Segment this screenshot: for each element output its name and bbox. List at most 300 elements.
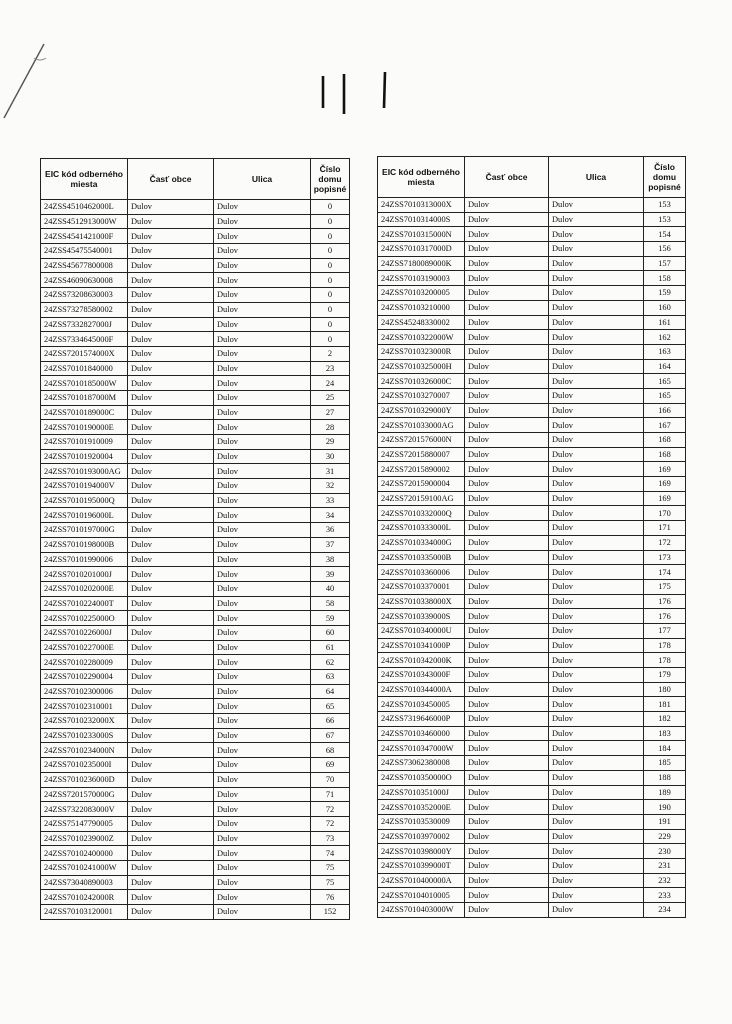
table-row xyxy=(41,200,350,215)
street-cell: Dulov xyxy=(549,256,644,271)
house-number-cell: 66 xyxy=(311,714,350,729)
eic-code-cell: 24ZSS7319646000P xyxy=(378,712,465,727)
street-cell: Dulov xyxy=(549,623,644,638)
part-cell: Dulov xyxy=(465,697,549,712)
house-number-cell: 70 xyxy=(311,772,350,787)
eic-code-cell: 24ZSS70101840000 xyxy=(41,361,128,376)
house-number-cell: 58 xyxy=(311,596,350,611)
eic-code-cell: 24ZSS7010347000W xyxy=(378,741,465,756)
part-cell: Dulov xyxy=(465,462,549,477)
part-cell: Dulov xyxy=(128,552,214,567)
eic-code-cell: 24ZSS7010227000E xyxy=(41,640,128,655)
part-cell: Dulov xyxy=(128,302,214,317)
part-cell: Dulov xyxy=(128,846,214,861)
table-row xyxy=(41,317,350,332)
table-row xyxy=(41,229,350,244)
table-row xyxy=(41,288,350,303)
house-number-cell: 180 xyxy=(644,682,686,697)
table-row xyxy=(41,581,350,596)
house-number-cell: 168 xyxy=(644,433,686,448)
table-row xyxy=(378,242,686,257)
table-row xyxy=(41,831,350,846)
table-row xyxy=(378,447,686,462)
house-number-cell: 38 xyxy=(311,552,350,567)
house-number-cell: 64 xyxy=(311,684,350,699)
eic-code-cell: 24ZSS7010187000M xyxy=(41,390,128,405)
part-cell: Dulov xyxy=(128,361,214,376)
part-cell: Dulov xyxy=(128,332,214,347)
part-cell: Dulov xyxy=(465,756,549,771)
street-cell: Dulov xyxy=(549,594,644,609)
house-number-cell: 153 xyxy=(644,212,686,227)
house-number-cell: 28 xyxy=(311,420,350,435)
street-cell: Dulov xyxy=(549,858,644,873)
eic-code-cell: 24ZSS7010189000C xyxy=(41,405,128,420)
part-cell: Dulov xyxy=(128,890,214,905)
street-cell: Dulov xyxy=(214,244,311,259)
table-row xyxy=(41,890,350,905)
part-cell: Dulov xyxy=(465,227,549,242)
house-number-cell: 0 xyxy=(311,288,350,303)
table-row xyxy=(378,374,686,389)
eic-code-cell: 24ZSS70103200005 xyxy=(378,286,465,301)
table-row xyxy=(378,403,686,418)
table-row xyxy=(41,214,350,229)
part-cell: Dulov xyxy=(465,858,549,873)
eic-code-cell: 24ZSS7201576000N xyxy=(378,433,465,448)
part-cell: Dulov xyxy=(465,668,549,683)
table-row xyxy=(41,376,350,391)
part-cell: Dulov xyxy=(465,726,549,741)
house-number-cell: 40 xyxy=(311,581,350,596)
eic-code-cell: 24ZSS70102300006 xyxy=(41,684,128,699)
eic-code-cell: 24ZSS7010315000N xyxy=(378,227,465,242)
table-row xyxy=(378,565,686,580)
part-cell: Dulov xyxy=(465,315,549,330)
part-cell: Dulov xyxy=(465,565,549,580)
part-cell: Dulov xyxy=(128,346,214,361)
street-cell: Dulov xyxy=(214,464,311,479)
table-row xyxy=(41,875,350,890)
eic-code-cell: 24ZSS7334645000F xyxy=(41,332,128,347)
house-number-cell: 234 xyxy=(644,903,686,918)
eic-code-cell: 24ZSS7010350000O xyxy=(378,770,465,785)
street-cell: Dulov xyxy=(549,741,644,756)
table-row xyxy=(41,464,350,479)
part-cell: Dulov xyxy=(128,684,214,699)
table-row xyxy=(378,609,686,624)
street-cell: Dulov xyxy=(549,198,644,213)
part-cell: Dulov xyxy=(465,800,549,815)
table-row xyxy=(378,726,686,741)
eic-code-cell: 24ZSS7010352000E xyxy=(378,800,465,815)
eic-code-cell: 24ZSS7322083000V xyxy=(41,802,128,817)
street-cell: Dulov xyxy=(549,330,644,345)
table-row xyxy=(41,684,350,699)
part-cell: Dulov xyxy=(128,420,214,435)
col-number-header: Číslo domu popisné xyxy=(311,159,350,200)
part-cell: Dulov xyxy=(465,873,549,888)
part-cell: Dulov xyxy=(465,903,549,918)
eic-code-cell: 24ZSS70104010005 xyxy=(378,888,465,903)
house-number-cell: 171 xyxy=(644,521,686,536)
part-cell: Dulov xyxy=(128,508,214,523)
eic-code-cell: 24ZSS70103970002 xyxy=(378,829,465,844)
part-cell: Dulov xyxy=(128,699,214,714)
street-cell: Dulov xyxy=(214,860,311,875)
house-number-cell: 229 xyxy=(644,829,686,844)
table-row xyxy=(378,741,686,756)
street-cell: Dulov xyxy=(214,831,311,846)
table-row xyxy=(41,611,350,626)
eic-code-cell: 24ZSS70103190003 xyxy=(378,271,465,286)
house-number-cell: 67 xyxy=(311,728,350,743)
eic-code-cell: 24ZSS70101910009 xyxy=(41,435,128,450)
part-cell: Dulov xyxy=(465,344,549,359)
house-number-cell: 33 xyxy=(311,493,350,508)
table-row xyxy=(41,699,350,714)
street-cell: Dulov xyxy=(214,288,311,303)
eic-code-cell: 24ZSS73278580002 xyxy=(41,302,128,317)
street-cell: Dulov xyxy=(214,229,311,244)
house-number-cell: 23 xyxy=(311,361,350,376)
eic-code-cell: 24ZSS7010232000X xyxy=(41,714,128,729)
table-row xyxy=(41,449,350,464)
street-cell: Dulov xyxy=(549,271,644,286)
part-cell: Dulov xyxy=(128,464,214,479)
eic-code-cell: 24ZSS73062380008 xyxy=(378,756,465,771)
house-number-cell: 185 xyxy=(644,756,686,771)
part-cell: Dulov xyxy=(128,288,214,303)
house-number-cell: 72 xyxy=(311,816,350,831)
street-cell: Dulov xyxy=(214,875,311,890)
street-cell: Dulov xyxy=(214,816,311,831)
eic-code-cell: 24ZSS7010226000J xyxy=(41,625,128,640)
street-cell: Dulov xyxy=(214,420,311,435)
eic-code-cell: 24ZSS7010198000B xyxy=(41,537,128,552)
house-number-cell: 72 xyxy=(311,802,350,817)
table-row xyxy=(378,227,686,242)
street-cell: Dulov xyxy=(549,638,644,653)
part-cell: Dulov xyxy=(465,212,549,227)
street-cell: Dulov xyxy=(549,491,644,506)
part-cell: Dulov xyxy=(465,418,549,433)
part-cell: Dulov xyxy=(465,374,549,389)
street-cell: Dulov xyxy=(549,873,644,888)
part-cell: Dulov xyxy=(128,214,214,229)
eic-code-cell: 24ZSS7010326000C xyxy=(378,374,465,389)
table-row xyxy=(41,420,350,435)
house-number-cell: 68 xyxy=(311,743,350,758)
street-cell: Dulov xyxy=(214,655,311,670)
table-row xyxy=(41,743,350,758)
street-cell: Dulov xyxy=(214,772,311,787)
part-cell: Dulov xyxy=(465,359,549,374)
street-cell: Dulov xyxy=(214,611,311,626)
table-row xyxy=(41,596,350,611)
part-cell: Dulov xyxy=(128,537,214,552)
part-cell: Dulov xyxy=(465,550,549,565)
eic-code-cell: 24ZSS70102400000 xyxy=(41,846,128,861)
eic-code-cell: 24ZSS720159100AG xyxy=(378,491,465,506)
street-cell: Dulov xyxy=(549,697,644,712)
house-number-cell: 71 xyxy=(311,787,350,802)
house-number-cell: 231 xyxy=(644,858,686,873)
street-cell: Dulov xyxy=(214,523,311,538)
table-row xyxy=(41,346,350,361)
table-row xyxy=(41,714,350,729)
eic-code-cell: 24ZSS7010344000A xyxy=(378,682,465,697)
street-cell: Dulov xyxy=(549,712,644,727)
house-number-cell: 61 xyxy=(311,640,350,655)
house-number-cell: 179 xyxy=(644,668,686,683)
street-cell: Dulov xyxy=(549,521,644,536)
table-header-row xyxy=(41,159,350,200)
eic-code-cell: 24ZSS75147790005 xyxy=(41,816,128,831)
house-number-cell: 62 xyxy=(311,655,350,670)
house-number-cell: 163 xyxy=(644,344,686,359)
house-number-cell: 232 xyxy=(644,873,686,888)
house-number-cell: 174 xyxy=(644,565,686,580)
eic-code-cell: 24ZSS7010197000G xyxy=(41,523,128,538)
house-number-cell: 169 xyxy=(644,477,686,492)
table-row xyxy=(41,625,350,640)
street-cell: Dulov xyxy=(214,258,311,273)
right-table-body xyxy=(378,198,686,918)
street-cell: Dulov xyxy=(214,743,311,758)
eic-code-cell: 24ZSS7010196000L xyxy=(41,508,128,523)
street-cell: Dulov xyxy=(214,640,311,655)
street-cell: Dulov xyxy=(214,302,311,317)
eic-code-cell: 24ZSS72015900004 xyxy=(378,477,465,492)
part-cell: Dulov xyxy=(128,523,214,538)
table-row xyxy=(378,359,686,374)
table-row xyxy=(378,418,686,433)
part-cell: Dulov xyxy=(465,256,549,271)
table-row xyxy=(378,638,686,653)
table-row xyxy=(41,405,350,420)
part-cell: Dulov xyxy=(465,521,549,536)
street-cell: Dulov xyxy=(214,699,311,714)
eic-code-cell: 24ZSS7010233000S xyxy=(41,728,128,743)
house-number-cell: 168 xyxy=(644,447,686,462)
street-cell: Dulov xyxy=(549,477,644,492)
part-cell: Dulov xyxy=(128,743,214,758)
eic-code-cell: 24ZSS7010343000F xyxy=(378,668,465,683)
table-row xyxy=(378,800,686,815)
table-row xyxy=(378,785,686,800)
house-number-cell: 161 xyxy=(644,315,686,330)
eic-code-cell: 24ZSS7010323000R xyxy=(378,344,465,359)
street-cell: Dulov xyxy=(214,317,311,332)
house-number-cell: 37 xyxy=(311,537,350,552)
house-number-cell: 31 xyxy=(311,464,350,479)
street-cell: Dulov xyxy=(214,405,311,420)
house-number-cell: 165 xyxy=(644,388,686,403)
street-cell: Dulov xyxy=(214,802,311,817)
house-number-cell: 2 xyxy=(311,346,350,361)
eic-code-cell: 24ZSS7010241000W xyxy=(41,860,128,875)
table-row xyxy=(41,258,350,273)
eic-code-cell: 24ZSS7010400000A xyxy=(378,873,465,888)
table-row xyxy=(378,844,686,859)
right-table xyxy=(377,156,686,918)
street-cell: Dulov xyxy=(549,403,644,418)
table-row xyxy=(378,550,686,565)
part-cell: Dulov xyxy=(128,640,214,655)
house-number-cell: 169 xyxy=(644,462,686,477)
col-eic-header: EIC kód odberného miesta xyxy=(378,157,465,198)
street-cell: Dulov xyxy=(549,814,644,829)
part-cell: Dulov xyxy=(465,785,549,800)
table-row xyxy=(41,905,350,920)
part-cell: Dulov xyxy=(128,376,214,391)
part-cell: Dulov xyxy=(465,712,549,727)
table-row xyxy=(378,198,686,213)
eic-code-cell: 24ZSS70102280009 xyxy=(41,655,128,670)
table-row xyxy=(41,523,350,538)
house-number-cell: 152 xyxy=(311,905,350,920)
table-row xyxy=(378,521,686,536)
eic-code-cell: 24ZSS70103370001 xyxy=(378,579,465,594)
house-number-cell: 75 xyxy=(311,860,350,875)
eic-code-cell: 24ZSS70103270007 xyxy=(378,388,465,403)
house-number-cell: 25 xyxy=(311,390,350,405)
part-cell: Dulov xyxy=(465,682,549,697)
table-row xyxy=(378,623,686,638)
street-cell: Dulov xyxy=(549,447,644,462)
part-cell: Dulov xyxy=(128,581,214,596)
street-cell: Dulov xyxy=(549,300,644,315)
eic-code-cell: 24ZSS7010225000O xyxy=(41,611,128,626)
table-row xyxy=(41,787,350,802)
table-row xyxy=(378,903,686,918)
table-row xyxy=(378,315,686,330)
house-number-cell: 159 xyxy=(644,286,686,301)
house-number-cell: 184 xyxy=(644,741,686,756)
street-cell: Dulov xyxy=(214,214,311,229)
part-cell: Dulov xyxy=(465,271,549,286)
street-cell: Dulov xyxy=(549,227,644,242)
street-cell: Dulov xyxy=(214,332,311,347)
street-cell: Dulov xyxy=(214,846,311,861)
part-cell: Dulov xyxy=(128,831,214,846)
street-cell: Dulov xyxy=(549,506,644,521)
table-row xyxy=(41,493,350,508)
eic-code-cell: 24ZSS701033000AG xyxy=(378,418,465,433)
table-row xyxy=(378,388,686,403)
eic-code-cell: 24ZSS7010335000B xyxy=(378,550,465,565)
part-cell: Dulov xyxy=(128,670,214,685)
house-number-cell: 230 xyxy=(644,844,686,859)
part-cell: Dulov xyxy=(465,433,549,448)
table-row xyxy=(378,579,686,594)
part-cell: Dulov xyxy=(465,242,549,257)
eic-code-cell: 24ZSS7010341000P xyxy=(378,638,465,653)
house-number-cell: 0 xyxy=(311,229,350,244)
eic-code-cell: 24ZSS7010342000K xyxy=(378,653,465,668)
part-cell: Dulov xyxy=(465,330,549,345)
house-number-cell: 167 xyxy=(644,418,686,433)
eic-code-cell: 24ZSS7010332000Q xyxy=(378,506,465,521)
house-number-cell: 183 xyxy=(644,726,686,741)
street-cell: Dulov xyxy=(214,625,311,640)
eic-code-cell: 24ZSS7010236000D xyxy=(41,772,128,787)
table-row xyxy=(378,477,686,492)
table-row xyxy=(41,860,350,875)
house-number-cell: 0 xyxy=(311,244,350,259)
eic-code-cell: 24ZSS7010202000E xyxy=(41,581,128,596)
eic-code-cell: 24ZSS7010322000W xyxy=(378,330,465,345)
col-number-header: Číslo domu popisné xyxy=(644,157,686,198)
part-cell: Dulov xyxy=(128,258,214,273)
house-number-cell: 175 xyxy=(644,579,686,594)
eic-code-cell: 24ZSS7201574000X xyxy=(41,346,128,361)
table-header-row xyxy=(378,157,686,198)
table-row xyxy=(41,479,350,494)
part-cell: Dulov xyxy=(128,479,214,494)
street-cell: Dulov xyxy=(214,787,311,802)
table-row xyxy=(378,682,686,697)
house-number-cell: 59 xyxy=(311,611,350,626)
house-number-cell: 177 xyxy=(644,623,686,638)
table-row xyxy=(378,491,686,506)
street-cell: Dulov xyxy=(549,726,644,741)
eic-code-cell: 24ZSS7010333000L xyxy=(378,521,465,536)
table-row xyxy=(378,344,686,359)
table-row xyxy=(41,728,350,743)
house-number-cell: 178 xyxy=(644,653,686,668)
house-number-cell: 0 xyxy=(311,258,350,273)
part-cell: Dulov xyxy=(465,814,549,829)
table-row xyxy=(378,462,686,477)
street-cell: Dulov xyxy=(549,242,644,257)
vertical-bar-3 xyxy=(384,72,385,108)
eic-code-cell: 24ZSS7010339000S xyxy=(378,609,465,624)
street-cell: Dulov xyxy=(214,758,311,773)
table-row xyxy=(41,670,350,685)
col-eic-header: EIC kód odberného miesta xyxy=(41,159,128,200)
street-cell: Dulov xyxy=(549,418,644,433)
house-number-cell: 182 xyxy=(644,712,686,727)
table-row xyxy=(378,858,686,873)
street-cell: Dulov xyxy=(214,479,311,494)
table-row xyxy=(378,697,686,712)
table-row xyxy=(41,508,350,523)
eic-code-cell: 24ZSS7010195000Q xyxy=(41,493,128,508)
street-cell: Dulov xyxy=(549,770,644,785)
part-cell: Dulov xyxy=(465,579,549,594)
table-row xyxy=(378,873,686,888)
table-row xyxy=(378,829,686,844)
part-cell: Dulov xyxy=(465,300,549,315)
part-cell: Dulov xyxy=(128,875,214,890)
street-cell: Dulov xyxy=(549,800,644,815)
table-row xyxy=(41,537,350,552)
house-number-cell: 24 xyxy=(311,376,350,391)
house-number-cell: 73 xyxy=(311,831,350,846)
table-row xyxy=(378,433,686,448)
street-cell: Dulov xyxy=(549,315,644,330)
part-cell: Dulov xyxy=(128,728,214,743)
street-cell: Dulov xyxy=(214,670,311,685)
street-cell: Dulov xyxy=(549,462,644,477)
eic-code-cell: 24ZSS70103210000 xyxy=(378,300,465,315)
part-cell: Dulov xyxy=(465,535,549,550)
part-cell: Dulov xyxy=(128,611,214,626)
eic-code-cell: 24ZSS4512913000W xyxy=(41,214,128,229)
table-row xyxy=(378,256,686,271)
